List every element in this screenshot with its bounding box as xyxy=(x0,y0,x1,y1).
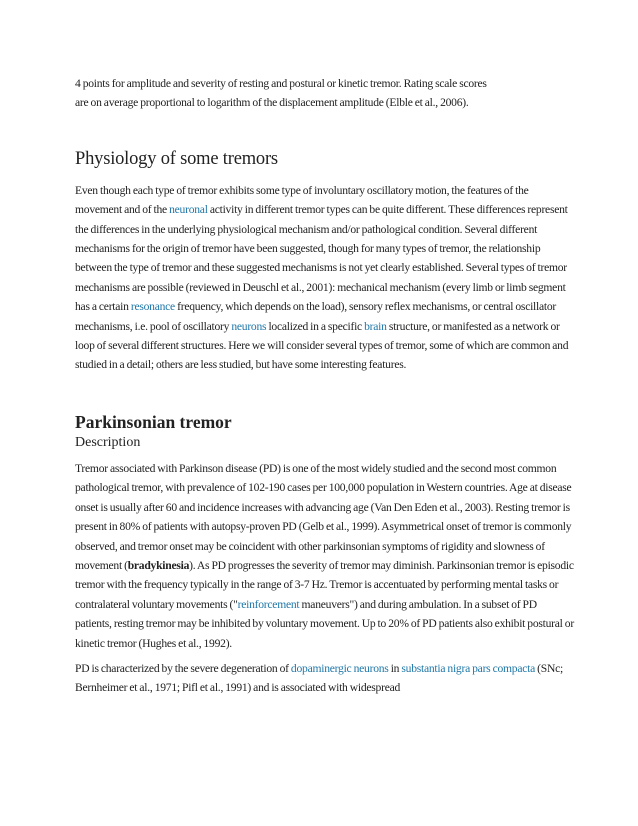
parkinsonian-text-a: Tremor associated with Parkinson disease (PD) is one of the most widely studied and the second most common pathological tremor, with prevalence of 102-190 cases per 100,000 population in Western countries. Age at disease onset is usually after 60 and incidence increases with advancing age (Van Den Eden et al., 2003). Resting tremor is present in 80% of patients with autopsy-proven PD (Gelb et al., 1999). Asymmetrical onset of tremor is commonly observed, and tremor onset may be coincident with other parkinsonian symptoms of rigidity and slowness of movement ( xyxy=(75,461,572,572)
link-dopaminergic-neurons[interactable]: dopaminergic neurons xyxy=(290,661,389,675)
link-reinforcement[interactable]: reinforcement xyxy=(237,597,300,611)
description-subheading: Description xyxy=(75,434,141,450)
link-substantia-nigra[interactable]: substantia nigra pars compacta xyxy=(401,661,536,675)
bold-bradykinesia: bradykinesia xyxy=(127,558,190,572)
physiology-text-b: activity in different tremor types can be quite different. These differences represent the differences in the underlying physiological mechanism and/or pathological condition. Several different mechanisms for the origin of tremor have been suggested, though for many types of tremor, the relationship between the type of tremor and these suggested mechanisms is not yet clearly established. Several types of tremor mechanisms are possible (reviewed in Deuschl et al., 2001): mechanical mechanism (every limb or limb segment has a certain xyxy=(75,203,568,314)
pd-text-a: PD is characterized by the severe degeneration of xyxy=(75,661,291,675)
physiology-paragraph xyxy=(75,181,575,375)
parkinsonian-paragraph xyxy=(75,459,575,653)
link-brain[interactable]: brain xyxy=(364,319,387,333)
link-neuronal[interactable]: neuronal xyxy=(169,203,208,217)
physiology-text-c: frequency, which depends on the load), sensory reflex mechanisms, or central oscillator mechanisms, i.e. pool of oscillatory xyxy=(75,300,557,333)
parkinsonian-heading: Parkinsonian tremor xyxy=(75,411,232,432)
link-resonance[interactable]: resonance xyxy=(130,300,175,314)
intro-line-1: 4 points for amplitude and severity of resting and postural or kinetic tremor. Rating scale scores xyxy=(75,77,487,90)
physiology-heading: Physiology of some tremors xyxy=(75,148,278,169)
parkinsonian-text-b: ). As PD progresses the severity of tremor may diminish. Parkinsonian tremor is episodic tremor with the frequency typically in the range of 3-7 Hz. Tremor is accentuated by performing mental tasks or contralateral voluntary movements (" xyxy=(75,558,574,611)
pd-text-b: in xyxy=(388,661,402,675)
physiology-text-a: Even though each type of tremor exhibits some type of involuntary oscillatory motion, the features of the movement and of the xyxy=(75,183,529,217)
physiology-text-d: localized in a specific xyxy=(266,319,365,333)
pd-paragraph xyxy=(75,659,575,698)
intro-line-2: are on average proportional to logarithm of the displacement amplitude (Elble et al., 2006). xyxy=(75,96,469,110)
parkinsonian-text-c: maneuvers") and during ambulation. In a subset of PD patients, resting tremor may be inhibited by voluntary movement. Up to 20% of PD patients also exhibit postural or kinetic tremor (Hughes et al., 1992). xyxy=(75,597,574,650)
physiology-text-e: structure, or manifested as a network or loop of several different structures. Here we will consider several types of tremor, some of which are common and studied in a detail; others are less studied, but have some interesting features. xyxy=(75,319,569,372)
link-neurons[interactable]: neurons xyxy=(231,319,267,333)
pd-text-c: (SNc; Bernheimer et al., 1971; Pifl et al., 1991) and is associated with widespread xyxy=(75,661,563,695)
document-content xyxy=(75,74,575,698)
intro-paragraph xyxy=(75,74,575,113)
